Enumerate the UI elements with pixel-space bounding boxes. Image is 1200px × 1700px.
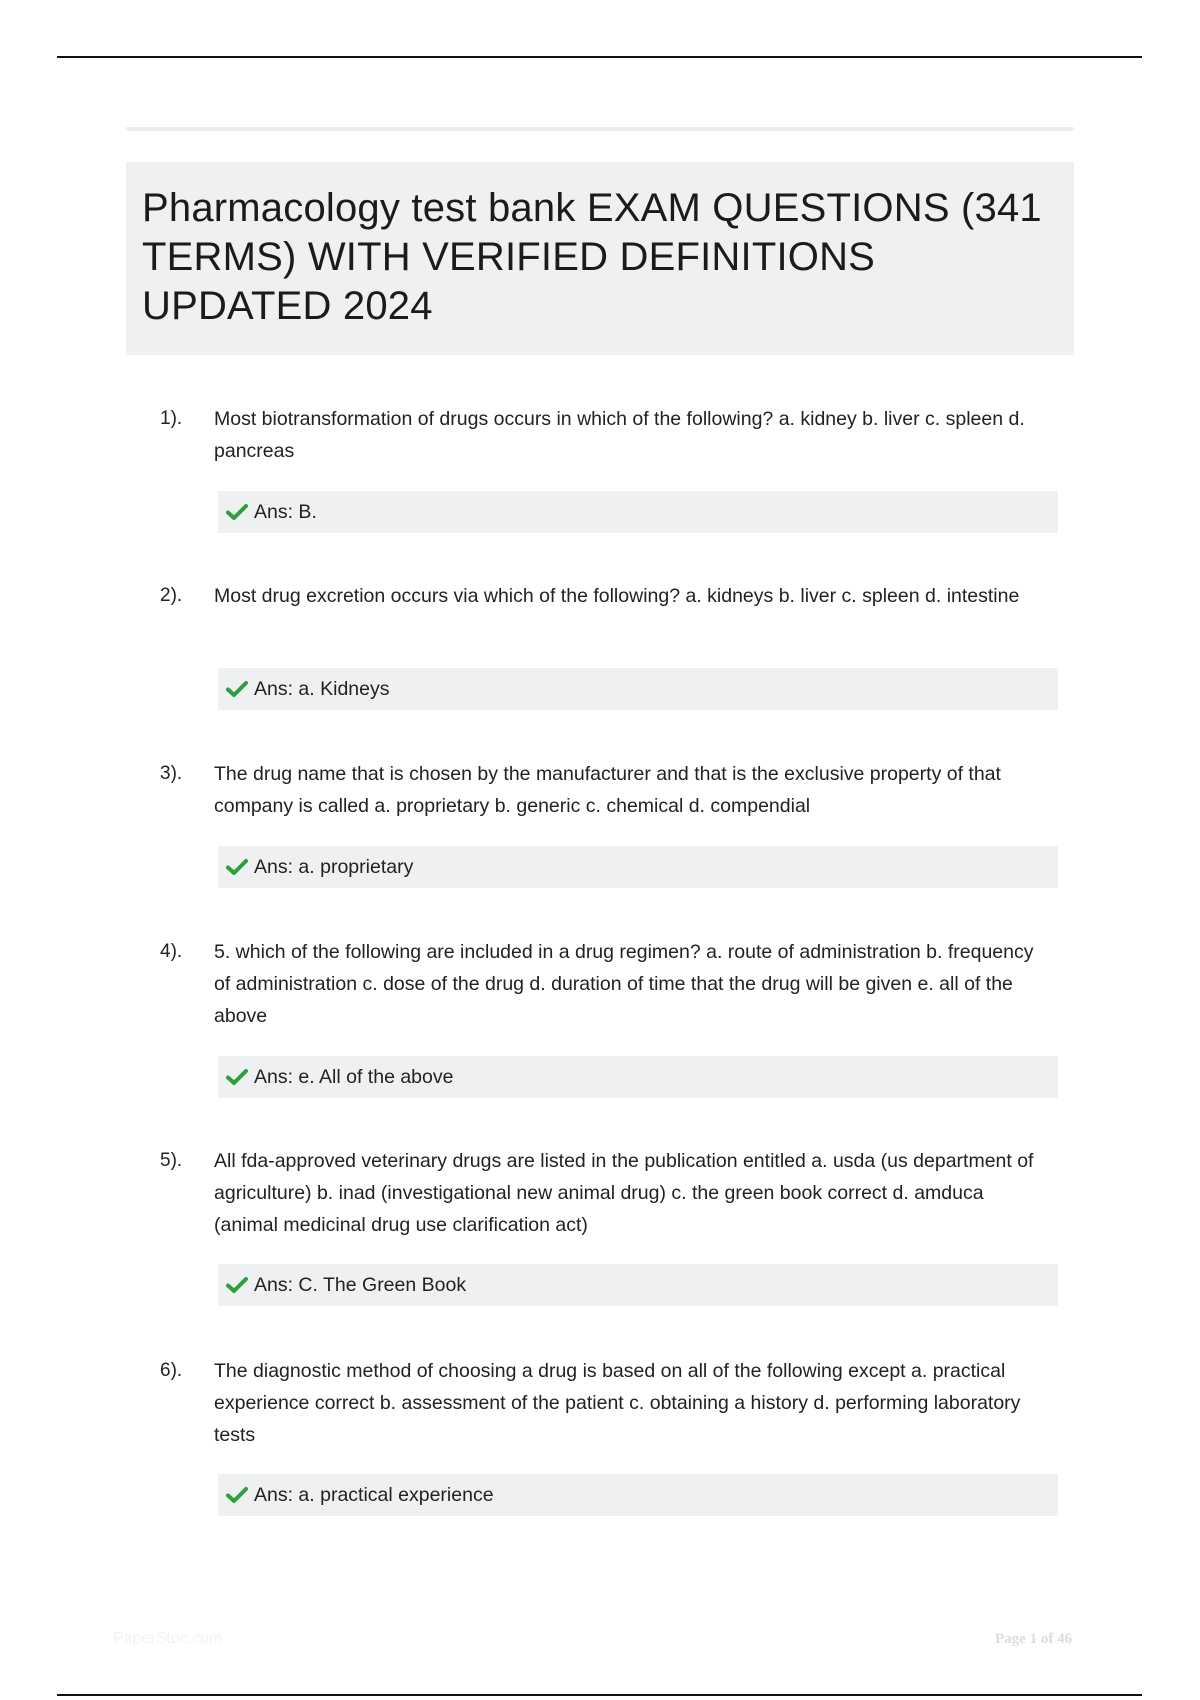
answer-text: Ans: a. Kidneys xyxy=(254,677,390,700)
answer-text: Ans: B. xyxy=(254,500,317,523)
check-icon xyxy=(226,502,248,522)
question-text: The diagnostic method of choosing a drug is based on all of the following except a. practical experience correct b. assessment of the patient c. obtaining a history d. performing laboratory tests xyxy=(214,1360,1021,1446)
question-text: The drug name that is chosen by the manufacturer and that is the exclusive property of that company is called a. proprietary b. generic c. chemical d. compendial xyxy=(214,763,1001,817)
question-number: 5). xyxy=(160,1150,183,1171)
question-number: 3). xyxy=(160,763,183,784)
question-text: Most drug excretion occurs via which of the following? a. kidneys b. liver c. spleen d. intestine xyxy=(214,585,1020,607)
answer-box xyxy=(218,668,1058,710)
check-icon xyxy=(226,857,248,877)
header-divider xyxy=(126,127,1074,131)
answer-text: Ans: a. practical experience xyxy=(254,1483,494,1506)
question-number: 4). xyxy=(160,941,183,962)
answer-box xyxy=(218,491,1058,533)
answer-box xyxy=(218,1056,1058,1098)
question-number: 6). xyxy=(160,1360,183,1381)
check-icon xyxy=(226,1067,248,1087)
answer-box xyxy=(218,846,1058,888)
answer-box xyxy=(218,1474,1058,1516)
check-icon xyxy=(226,1485,248,1505)
watermark-text: PaperStoc.com xyxy=(113,1630,223,1647)
question-text: 5. which of the following are included in a drug regimen? a. route of administration b. frequency of administration c. dose of the drug d. duration of time that the drug will be given e. all of the above xyxy=(214,941,1034,1027)
answer-text: Ans: C. The Green Book xyxy=(254,1273,467,1296)
answer-text: Ans: e. All of the above xyxy=(254,1065,454,1088)
check-icon xyxy=(226,1275,248,1295)
question-number: 1). xyxy=(160,408,183,429)
check-icon xyxy=(226,679,248,699)
answer-text: Ans: a. proprietary xyxy=(254,855,414,878)
question-number: 2). xyxy=(160,585,183,606)
question-text: Most biotransformation of drugs occurs in which of the following? a. kidney b. liver c. spleen d. pancreas xyxy=(214,408,1025,462)
bottom-rule xyxy=(57,1694,1142,1696)
question-text: All fda-approved veterinary drugs are listed in the publication entitled a. usda (us department of agriculture) b. inad (investigational new animal drug) c. the green book correct d. amduca (animal medicinal drug use clarification act) xyxy=(214,1150,1034,1236)
page-number: Page 1 of 46 xyxy=(995,1631,1073,1647)
top-rule xyxy=(57,56,1142,58)
title-banner xyxy=(126,162,1074,355)
answer-box xyxy=(218,1264,1058,1306)
document-title: Pharmacology test bank EXAM QUESTIONS (341 TERMS) WITH VERIFIED DEFINITIONS UPDATED 2024 xyxy=(142,186,1042,328)
